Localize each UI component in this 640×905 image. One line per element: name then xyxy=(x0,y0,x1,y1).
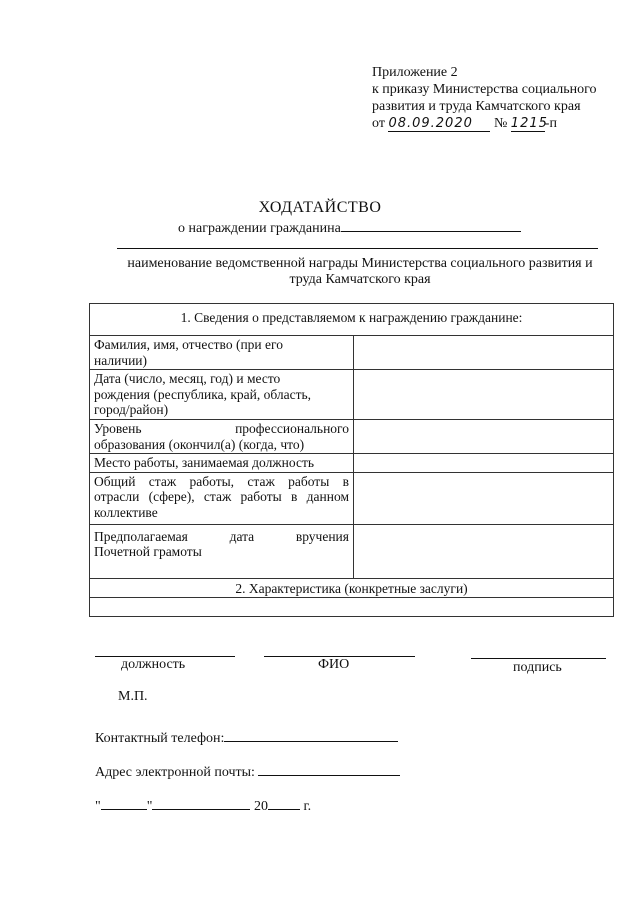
table-row xyxy=(90,598,614,617)
characteristic-field[interactable] xyxy=(90,598,614,617)
award-caption-line-1: наименование ведомственной награды Министерства социального развития и xyxy=(127,256,593,271)
label-line: Предполагаемая дата вручения xyxy=(94,528,349,544)
appendix-line-1: Приложение 2 xyxy=(372,65,458,80)
label-line: рождения (республика, край, область, xyxy=(94,386,312,402)
table-row xyxy=(90,370,614,420)
row-value-fullname[interactable] xyxy=(354,336,614,370)
table-row xyxy=(90,524,614,578)
row-value-experience[interactable] xyxy=(354,472,614,524)
table-row xyxy=(90,336,614,370)
label-line: Место работы, занимаемая должность xyxy=(94,455,314,470)
label-line: Почетной грамоты xyxy=(94,544,202,559)
row-value-education[interactable] xyxy=(354,420,614,454)
row-label-experience xyxy=(90,472,354,524)
citizen-name-blank[interactable] xyxy=(341,219,521,232)
number-suffix: -п xyxy=(544,116,557,131)
year-prefix: 20 xyxy=(253,799,268,814)
fio-label: ФИО xyxy=(318,657,350,672)
appendix-line-3: развития и труда Камчатского края xyxy=(372,99,581,114)
row-label-award-date xyxy=(90,524,354,578)
row-value-workplace[interactable] xyxy=(354,454,614,473)
order-date-value: 08.09.2020 xyxy=(388,116,490,132)
table-row xyxy=(90,454,614,473)
section-2-heading: 2. Характеристика (конкретные заслуги) xyxy=(90,578,614,598)
label-line: город/район) xyxy=(94,402,169,417)
label-line: Фамилия, имя, отчество (при его xyxy=(94,337,283,352)
table-section-header xyxy=(90,304,614,336)
email-line xyxy=(95,763,400,781)
section-1-heading: 1. Сведения о представляемом к награждению гражданине: xyxy=(90,304,614,336)
stamp-place: М.П. xyxy=(118,689,148,704)
month-blank[interactable] xyxy=(152,797,250,810)
label-line: образования (окончил(а) (когда, что) xyxy=(94,436,305,452)
table-row xyxy=(90,420,614,454)
row-label-birth xyxy=(90,370,354,420)
table-section-header xyxy=(90,578,614,598)
date-signed-line xyxy=(95,797,311,815)
award-caption-line-2: труда Камчатского края xyxy=(289,272,431,287)
year-suffix: г. xyxy=(303,799,312,814)
sign-signature-line[interactable] xyxy=(471,657,606,659)
appendix-header xyxy=(372,64,597,132)
date-prefix: от xyxy=(372,116,385,131)
appendix-date-line xyxy=(372,115,597,132)
label-line: Уровень профессионального xyxy=(94,421,349,436)
contact-phone-line xyxy=(95,729,398,747)
document-subtitle xyxy=(178,219,521,237)
row-label-fullname xyxy=(90,336,354,370)
row-label-workplace xyxy=(90,454,354,473)
contact-phone-label: Контактный телефон: xyxy=(95,731,225,746)
label-line: Общий стаж работы, стаж работы в xyxy=(94,473,349,489)
row-value-award-date[interactable] xyxy=(354,524,614,578)
award-caption xyxy=(80,256,640,288)
contact-phone-blank[interactable] xyxy=(224,729,398,742)
label-line: Дата (число, месяц, год) и место xyxy=(94,371,281,386)
subtitle-text: о награждении гражданина xyxy=(178,221,341,236)
row-label-education xyxy=(90,420,354,454)
open-quote: " xyxy=(95,799,101,814)
label-line: отрасли (сфере), стаж работы в данном xyxy=(94,489,349,504)
close-quote: " xyxy=(146,799,153,814)
nomination-form-table xyxy=(89,303,614,617)
number-prefix: № xyxy=(493,116,508,131)
row-value-birth[interactable] xyxy=(354,370,614,420)
position-label: должность xyxy=(121,657,186,672)
table-row xyxy=(90,472,614,524)
document-title: ХОДАТАЙСТВО xyxy=(258,199,382,216)
email-blank[interactable] xyxy=(258,763,400,776)
label-line: коллективе xyxy=(94,504,158,520)
year-blank[interactable] xyxy=(268,797,300,810)
order-number-value: 1215 xyxy=(510,116,548,131)
appendix-line-2: к приказу Министерства социального xyxy=(372,82,597,97)
day-blank[interactable] xyxy=(101,797,147,810)
label-line: наличии) xyxy=(94,352,148,368)
sign-label: подпись xyxy=(513,660,562,675)
award-name-blank[interactable] xyxy=(117,247,598,249)
email-label: Адрес электронной почты: xyxy=(95,765,255,780)
